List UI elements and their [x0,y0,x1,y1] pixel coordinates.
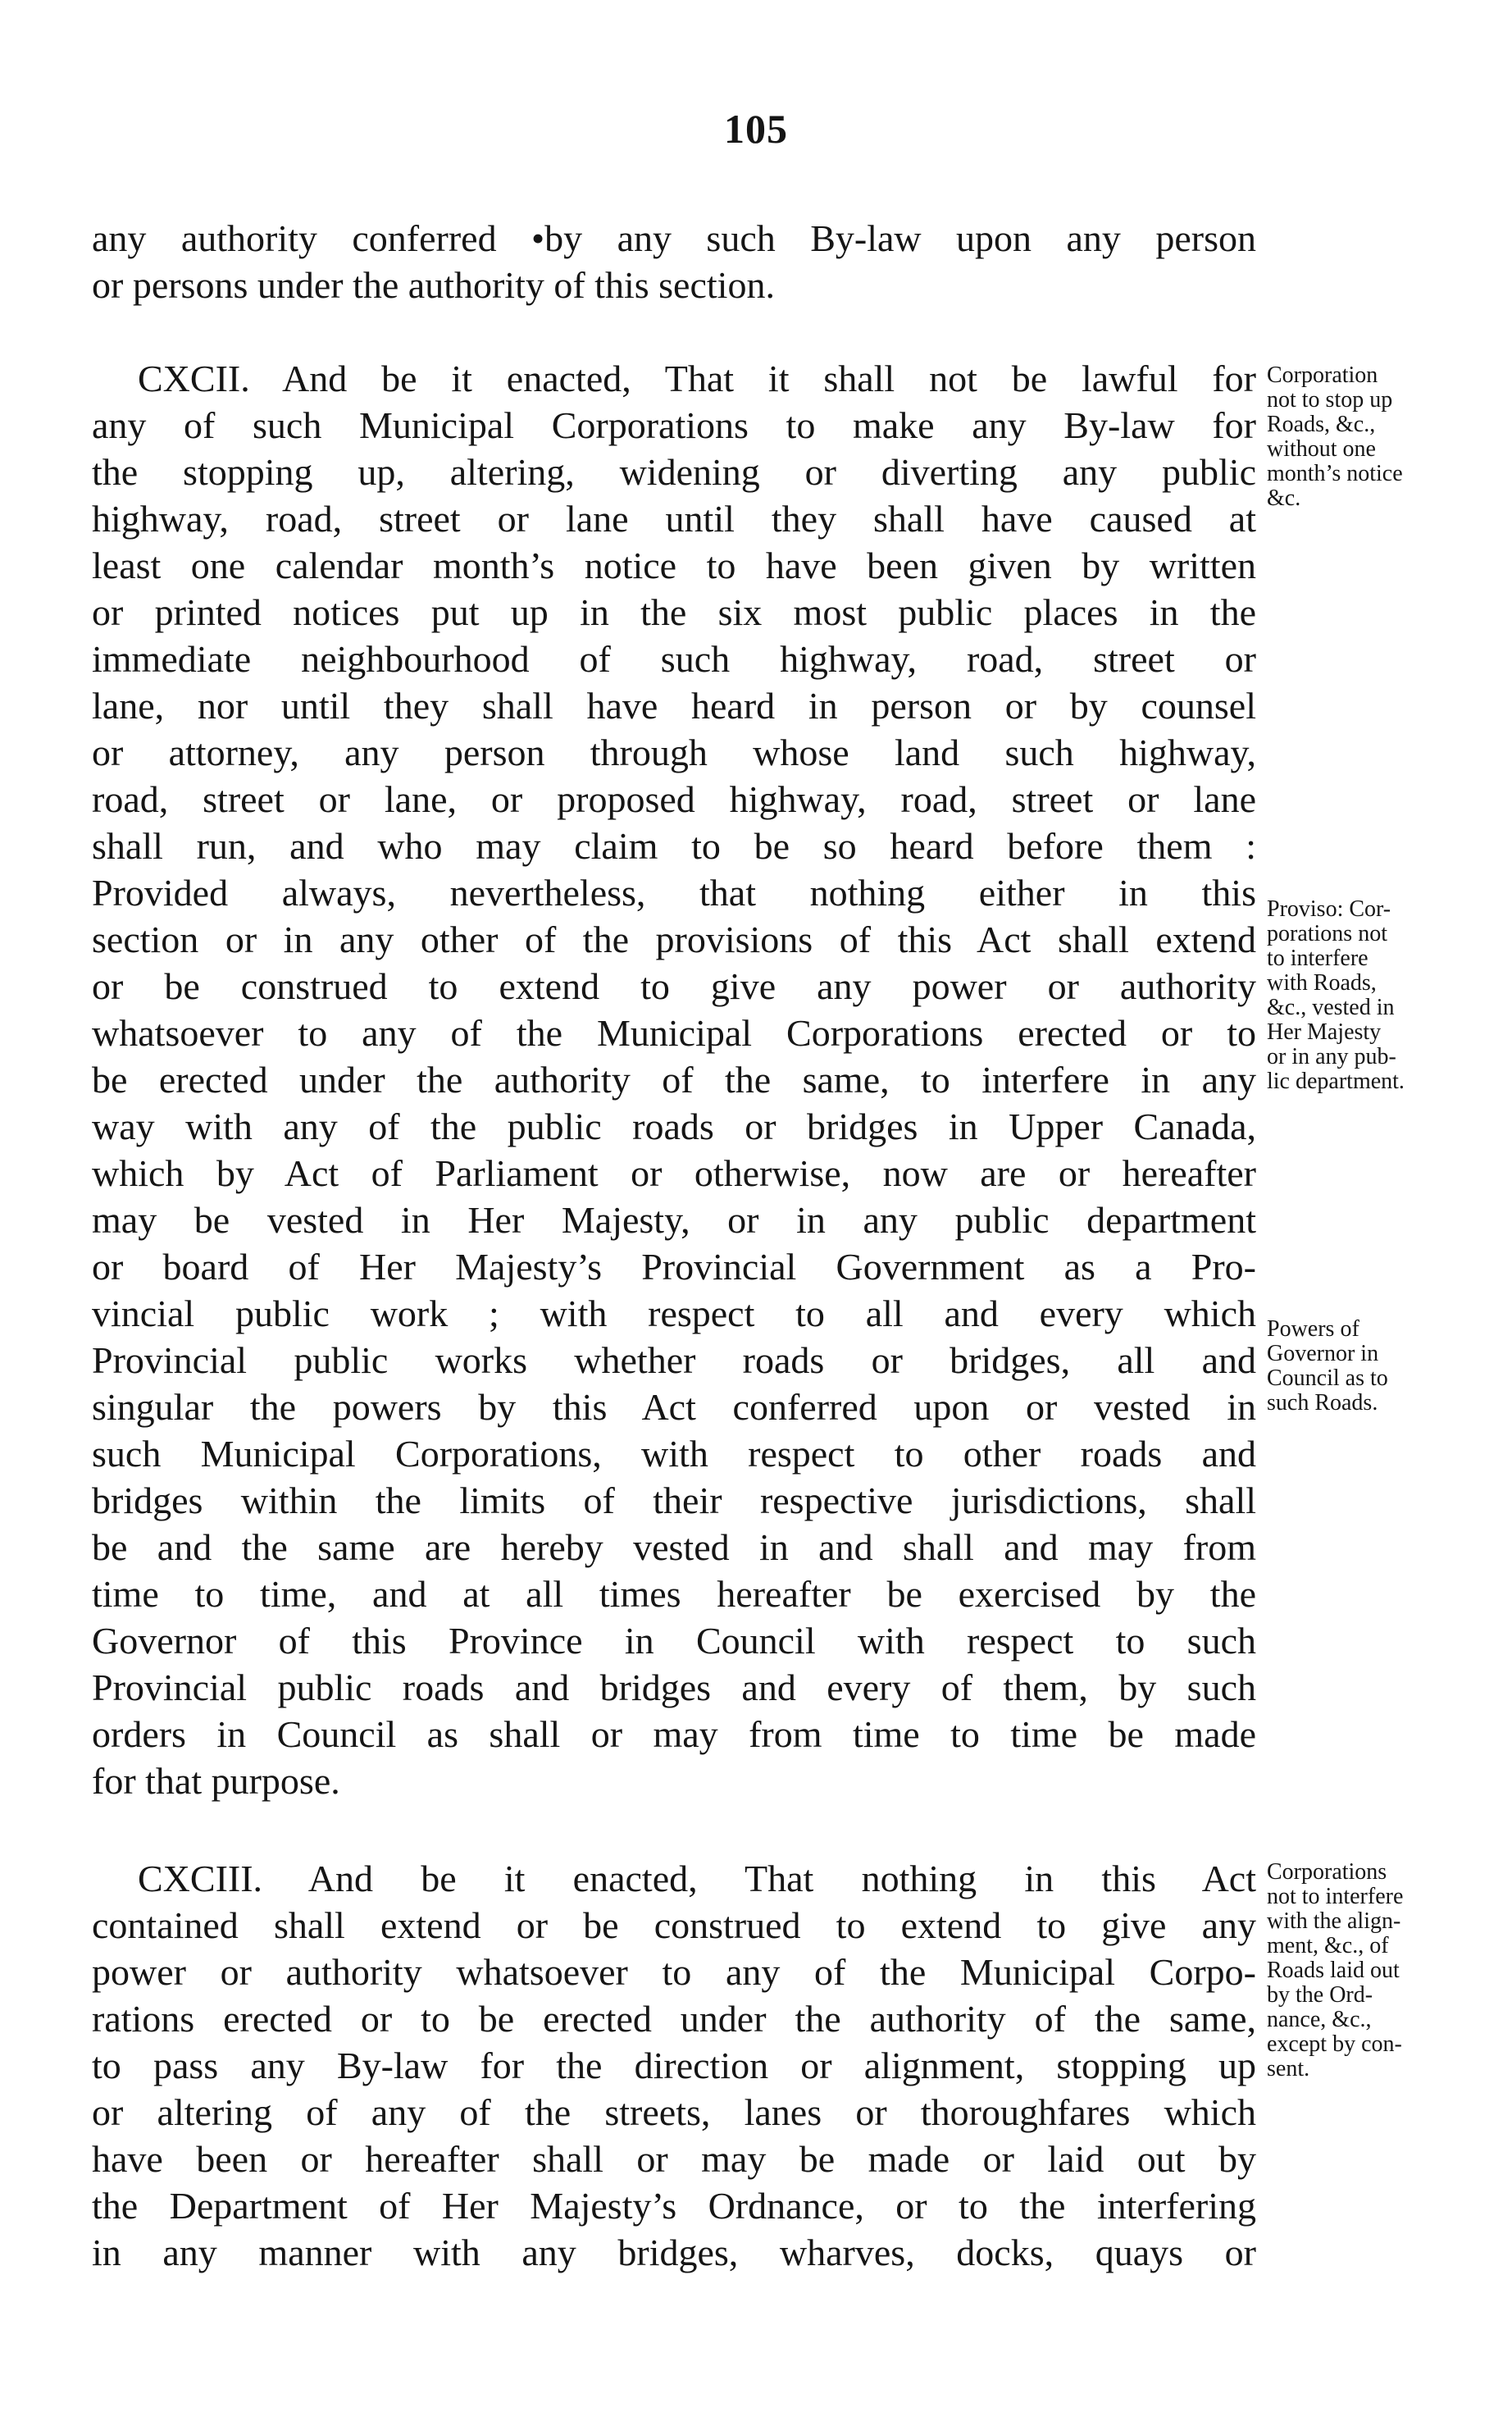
margin-note-line: to interfere [1267,946,1369,971]
margin-note-line: Council as to [1267,1365,1388,1391]
margin-note-ordnance-roads [1267,1860,1505,2081]
text-line: whatsoever to any of the Municipal Corporations erected or to [92,1012,1256,1054]
text-line: Provided always, nevertheless, that nothing either in this [92,872,1256,914]
text-line: immediate neighbourhood of such highway, road, street or [92,638,1256,680]
margin-note-line: without one [1267,436,1376,462]
text-line: rations erected or to be erected under the authority of the same, [92,1998,1256,2040]
margin-note-proviso [1267,897,1505,1094]
text-line: in any manner with any bridges, wharves, docks, quays or [92,2232,1256,2273]
text-line: or printed notices put up in the six most public places in the [92,591,1256,633]
section-cxciii [92,1855,1256,2276]
margin-note-line: Roads laid out [1267,1958,1400,1983]
text-line: least one calendar month’s notice to have been given by written [92,545,1256,586]
text-line: or be construed to extend to give any power or authority [92,965,1256,1007]
margin-note-line: Corporations [1267,1859,1387,1885]
text-line: shall run, and who may claim to be so heard before them : [92,825,1256,867]
margin-note-line: Powers of [1267,1316,1359,1342]
margin-note-governor-powers [1267,1317,1505,1416]
margin-note-line: Governor in [1267,1341,1379,1366]
text-line: have been or hereafter shall or may be made or laid out by [92,2138,1256,2180]
text-line: contained shall extend or be construed to extend to give any [92,1904,1256,1946]
text-line: lane, nor until they shall have heard in person or by counsel [92,685,1256,727]
margin-note-line: not to interfere [1267,1884,1404,1909]
margin-note-line: such Roads. [1267,1390,1378,1416]
text-line: any authority conferred •by any such By-law upon any person [92,217,1256,259]
margin-note-line: except by con- [1267,2031,1402,2057]
margin-note-line: by the Ord- [1267,1982,1373,2008]
text-line: vincial public work ; with respect to all and every which [92,1293,1256,1334]
text-line: the Department of Her Majesty’s Ordnance, or to the interfering [92,2185,1256,2227]
text-line: way with any of the public roads or bridges in Upper Canada, [92,1106,1256,1147]
continuation-paragraph [92,215,1256,308]
text-line: orders in Council as shall or may from time to time be made [92,1713,1256,1755]
text-line: Provincial public works whether roads or bridges, all and [92,1339,1256,1381]
text-line: road, street or lane, or proposed highway, road, street or lane [92,778,1256,820]
margin-note-line: ment, &c., of [1267,1933,1389,1958]
text-line: time to time, and at all times hereafter be exercised by the [92,1573,1256,1615]
margin-note-line: sent. [1267,2056,1310,2081]
margin-note-line: porations not [1267,921,1387,946]
margin-note-line: with the align- [1267,1908,1401,1934]
text-line: bridges within the limits of their respective jurisdictions, shall [92,1479,1256,1521]
text-line: be erected under the authority of the same, to interfere in any [92,1059,1256,1101]
text-line: or board of Her Majesty’s Provincial Government as a Pro- [92,1246,1256,1288]
margin-note-line: Corporation [1267,362,1378,388]
margin-note-line: lic department. [1267,1069,1405,1094]
margin-note-line: &c., vested in [1267,995,1395,1020]
section-heading-line: CXCIII. And be it enacted, That nothing in this Act [138,1858,1256,1899]
margin-note-corporation-notice [1267,363,1505,511]
text-line: for that purpose. [92,1760,340,1802]
margin-note-line: or in any pub- [1267,1044,1396,1069]
margin-note-line: &c. [1267,486,1301,511]
margin-note-line: Proviso: Cor- [1267,896,1391,922]
margin-note-line: not to stop up [1267,387,1393,413]
text-line: which by Act of Parliament or otherwise, now are or hereafter [92,1152,1256,1194]
section-cxcii [92,355,1256,1804]
text-line: singular the powers by this Act conferred upon or vested in [92,1386,1256,1428]
text-line: power or authority whatsoever to any of the Municipal Corpo- [92,1951,1256,1993]
text-line: such Municipal Corporations, with respect to other roads and [92,1433,1256,1475]
text-line: or altering of any of the streets, lanes or thoroughfares which [92,2091,1256,2133]
text-line: highway, road, street or lane until they shall have caused at [92,498,1256,540]
text-line: the stopping up, altering, widening or diverting any public [92,451,1256,493]
margin-note-line: with Roads, [1267,970,1377,996]
margin-note-line: Her Majesty [1267,1019,1382,1045]
margin-note-line: nance, &c., [1267,2007,1372,2032]
text-line: or attorney, any person through whose land such highway, [92,732,1256,773]
text-line: Provincial public roads and bridges and every of them, by such [92,1666,1256,1708]
text-line: Governor of this Province in Council with respect to such [92,1620,1256,1662]
page-number: 105 [724,106,788,152]
section-heading-line: CXCII. And be it enacted, That it shall not be lawful for [138,358,1256,399]
text-line: may be vested in Her Majesty, or in any public department [92,1199,1256,1241]
margin-note-line: month’s notice [1267,461,1403,486]
text-line: to pass any By-law for the direction or alignment, stopping up [92,2045,1256,2086]
text-line: be and the same are hereby vested in and shall and may from [92,1526,1256,1568]
margin-note-line: Roads, &c., [1267,412,1376,437]
text-line: or persons under the authority of this section. [92,264,775,306]
text-line: section or in any other of the provisions of this Act shall extend [92,919,1256,960]
text-line: any of such Municipal Corporations to make any By-law for [92,404,1256,446]
